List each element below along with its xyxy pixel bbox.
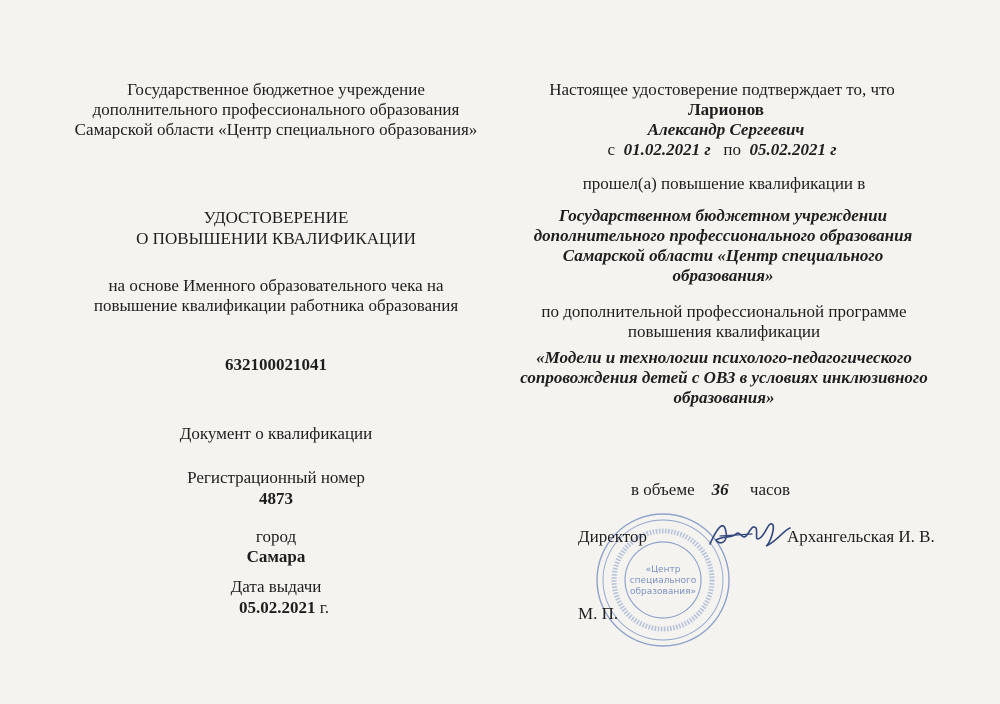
volume-unit: часов [749,480,791,499]
period-from: 01.02.2021 г [623,140,711,159]
basis-line-2: повышение квалификации работника образования [93,296,459,315]
training-period [608,140,837,160]
holder-surname: Ларионов [688,100,764,119]
volume [631,480,790,500]
issue-date [239,598,329,618]
program-line-3: образования» [673,388,775,407]
volume-label: в объеме [631,480,695,499]
period-to-label: по [723,140,741,159]
doc-type: Документ о квалификации [179,424,373,443]
city-label: город [255,527,297,546]
program-line-1: «Модели и технологии психолого-педагогического [536,348,912,367]
doc-title-line-1: УДОСТОВЕРЕНИЕ [203,208,349,227]
director-signature [706,516,792,552]
reg-number: 4873 [259,489,293,508]
program-intro-line-2: повышения квалификации [627,322,821,341]
seal-text-line-1: «Центр [645,565,681,575]
issue-date-suffix: г. [319,598,330,617]
period-to: 05.02.2021 г [749,140,837,159]
basis-line-1: на основе Именного образовательного чека на [108,276,444,295]
program-intro-line-1: по дополнительной профессиональной программе [541,302,907,321]
serial-number: 632100021041 [225,355,327,374]
director-label: Директор [578,527,647,546]
passed-text: прошел(а) повышение квалификации в [582,174,866,193]
holder-name: Александр Сергеевич [647,120,805,139]
seal-text-line-3: образования» [629,587,697,597]
reg-number-label: Регистрационный номер [187,468,365,487]
issue-date-label: Дата выдачи [230,577,322,596]
program-line-2: сопровождения детей с ОВЗ в условиях инклюзивного [520,368,928,387]
org-line-3: Самарской области «Центр специального [562,246,884,265]
institution-line-3: Самарской области «Центр специального образования» [74,120,478,139]
institution-line-1: Государственное бюджетное учреждение [127,80,425,99]
intro-text: Настоящее удостоверение подтверждает то, что [549,80,895,99]
director-name: Архангельская И. В. [787,527,935,546]
period-from-label: с [607,140,616,159]
seal-label: М. П. [578,604,619,623]
org-line-4: образования» [672,266,774,285]
org-line-2: дополнительного профессионального образования [533,226,913,245]
doc-title-line-2: О ПОВЫШЕНИИ КВАЛИФИКАЦИИ [136,229,416,248]
institution-line-2: дополнительного профессионального образования [92,100,460,119]
issue-date-value: 05.02.2021 [238,598,316,617]
org-line-1: Государственном бюджетном учреждении [558,206,888,225]
seal-text-line-2: специального [629,576,697,586]
city: Самара [246,547,306,566]
volume-hours: 36 [711,480,729,499]
